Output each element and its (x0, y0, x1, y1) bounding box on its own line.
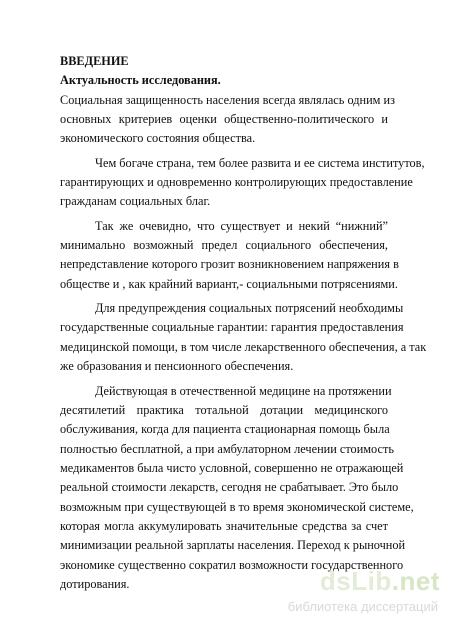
paragraph-line: непредставление которого грозит возникновением напряжения в (60, 257, 399, 272)
paragraph-line: минимально возможный предел социального обеспечения, (60, 238, 388, 253)
paragraph-line: гражданам социальных благ. (60, 194, 211, 209)
paragraph-line: полностью бесплатной, а при амбулаторном лечении стоимость (60, 441, 394, 456)
paragraph-line: экономического состояния общества. (60, 131, 256, 146)
paragraph-line: возможным при существующей в то время экономической системе, (60, 499, 414, 514)
paragraph-line: же образования и пенсионного обеспечения. (60, 359, 294, 374)
paragraph-line: медицинской помощи, в том числе лекарственного обеспечения, а так (60, 339, 427, 354)
paragraph-line: десятилетий практика тотальной дотации медицинского (60, 402, 388, 417)
paragraph-line: реальной стоимости лекарств, сегодня не срабатывает. Это было (60, 480, 399, 495)
paragraph-line: Социальная защищенность населения всегда являлась одним из (60, 92, 395, 107)
section-heading: ВВЕДЕНИЕ (60, 54, 129, 68)
paragraph-line: гарантирующих и одновременно контролирующих предоставление (60, 175, 413, 190)
section-subheading: Актуальность исследования. (60, 73, 221, 88)
paragraph-line: которая могла аккумулировать значительные средства за счет (60, 518, 388, 533)
paragraph-line: минимизации реальной зарплаты населения. Переход к рыночной (60, 538, 406, 553)
watermark-logo-prefix: dsLib (319, 566, 392, 596)
watermark-logo (320, 566, 440, 596)
paragraph-line: дотирования. (60, 576, 130, 591)
paragraph-1 (60, 91, 395, 149)
paragraph-line: обслуживания, когда для пациента стационарная помощь была (60, 422, 390, 437)
watermark-subtitle: библиотека диссертаций (287, 599, 438, 614)
paragraph-4 (60, 299, 427, 376)
paragraph-line: экономике существенно сократил возможности государственного (60, 557, 404, 572)
paragraph-2 (60, 154, 425, 212)
watermark-logo-suffix: .net (391, 566, 440, 596)
paragraph-line: обществе и , как крайний вариант,- социальными потрясениями. (60, 276, 398, 291)
paragraph-line: Чем богаче страна, тем более развита и ее система институтов, (95, 155, 425, 170)
watermark (260, 566, 440, 618)
paragraph-5 (60, 382, 414, 595)
paragraph-line: Действующая в отечественной медицине на протяжении (95, 383, 392, 398)
paragraph-line: основных критериев оценки общественно-политического и (60, 112, 388, 127)
paragraph-line: государственные социальные гарантии: гарантия предоставления (60, 320, 404, 335)
paragraph-line: Для предупреждения социальных потрясений необходимы (95, 301, 404, 316)
paragraph-line: Так же очевидно, что существует и некий “нижний” (95, 218, 388, 233)
paragraph-line: медикаментов была чисто условной, совершенно не отражающей (60, 460, 404, 475)
paragraph-3 (60, 217, 399, 294)
